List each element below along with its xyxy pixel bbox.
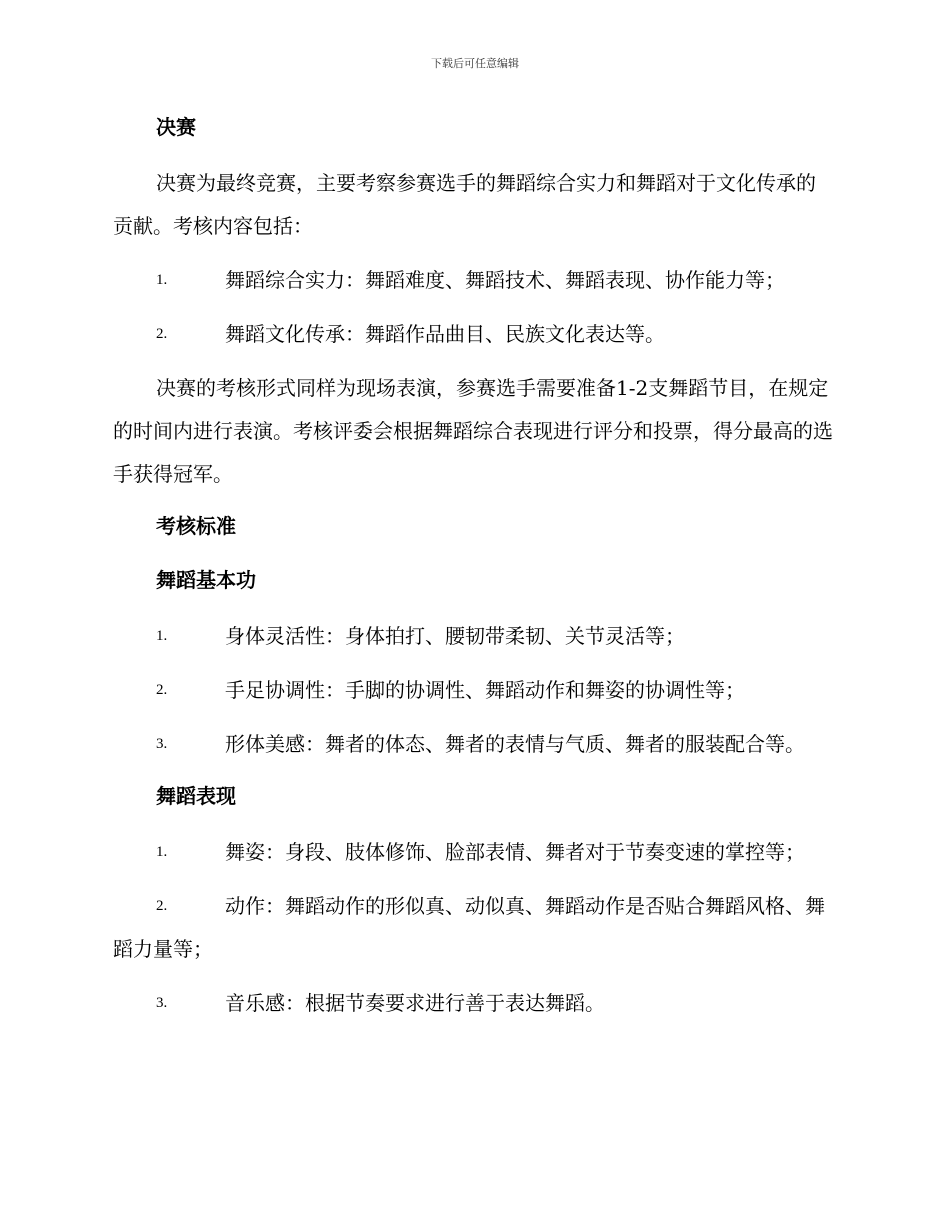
list-item-number: 2. bbox=[156, 682, 168, 698]
section-heading: 舞蹈基本功 bbox=[156, 568, 256, 592]
section-heading: 决赛 bbox=[156, 115, 196, 139]
list-item-text: 舞姿：身段、肢体修饰、脸部表情、舞者对于节奏变速的掌控等； bbox=[225, 840, 805, 864]
list-item-number: 1. bbox=[156, 844, 168, 860]
list-item-number: 1. bbox=[156, 272, 168, 288]
list-item bbox=[113, 831, 833, 874]
list-item-text: 音乐感：根据节奏要求进行善于表达舞蹈。 bbox=[225, 991, 605, 1015]
list-item bbox=[113, 615, 833, 658]
list-item-number: 2. bbox=[156, 326, 168, 342]
list-item-text: 动作：舞蹈动作的形似真、动似真、舞蹈动作是否贴合舞蹈风格、舞蹈力量等； bbox=[113, 894, 825, 961]
list-item bbox=[113, 885, 833, 971]
list-item-text: 舞蹈综合实力：舞蹈难度、舞蹈技术、舞蹈表现、协作能力等； bbox=[225, 268, 785, 292]
section-heading: 考核标准 bbox=[156, 514, 236, 538]
list-item-text: 身体灵活性：身体拍打、腰韧带柔韧、关节灵活等； bbox=[225, 624, 685, 648]
document-body bbox=[113, 108, 833, 1036]
paragraph: 决赛为最终竞赛，主要考察参赛选手的舞蹈综合实力和舞蹈对于文化传承的贡献。考核内容包括： bbox=[113, 171, 816, 238]
list-item bbox=[113, 982, 833, 1025]
list-item bbox=[113, 259, 833, 302]
list-item bbox=[113, 723, 833, 766]
list-item bbox=[113, 313, 833, 356]
list-item-text: 手足协调性：手脚的协调性、舞蹈动作和舞姿的协调性等； bbox=[225, 678, 745, 702]
list-item-text: 舞蹈文化传承：舞蹈作品曲目、民族文化表达等。 bbox=[225, 322, 665, 346]
paragraph: 决赛的考核形式同样为现场表演，参赛选手需要准备1-2支舞蹈节目，在规定的时间内进行表演。考核评委会根据舞蹈综合表现进行评分和投票，得分最高的选手获得冠军。 bbox=[113, 376, 833, 486]
list-item-text: 形体美感：舞者的体态、舞者的表情与气质、舞者的服装配合等。 bbox=[225, 732, 805, 756]
section-heading: 舞蹈表现 bbox=[156, 784, 236, 808]
list-item-number: 3. bbox=[156, 995, 168, 1011]
list-item-number: 3. bbox=[156, 736, 168, 752]
list-item-number: 2. bbox=[156, 898, 168, 914]
page-header: 下载后可任意编辑 bbox=[431, 57, 519, 70]
list-item-number: 1. bbox=[156, 628, 168, 644]
list-item bbox=[113, 669, 833, 712]
